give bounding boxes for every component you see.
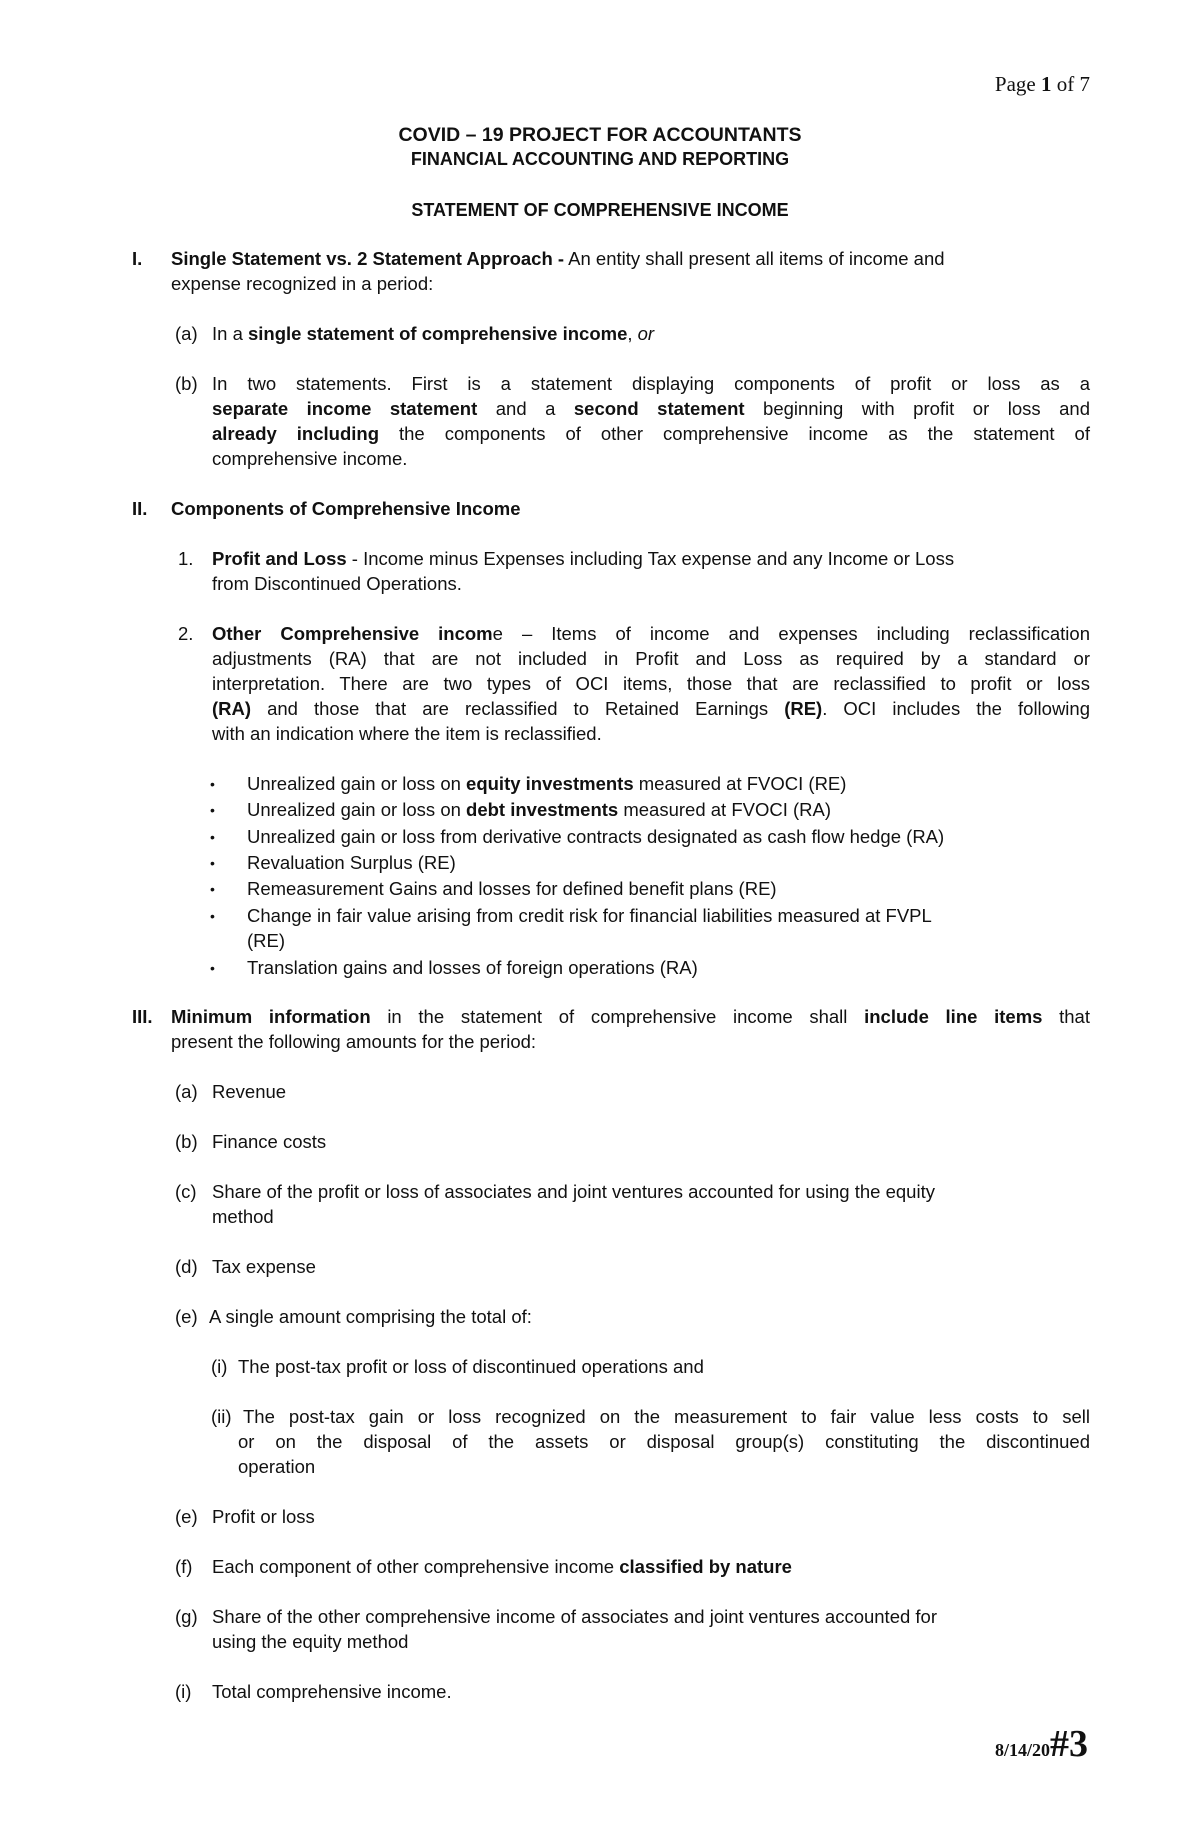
oci-bullet: Remeasurement Gains and losses for defined benefit plans (RE) <box>247 878 777 899</box>
sub-line-item: operation <box>238 1456 316 1477</box>
document-subtitle: FINANCIAL ACCOUNTING AND REPORTING <box>410 149 790 169</box>
oci-bullet: Unrealized gain or loss on equity investments measured at FVOCI (RE) <box>247 773 847 794</box>
section-2-heading: Components of Comprehensive Income <box>171 498 521 519</box>
item-label: (c) <box>175 1181 197 1202</box>
line-item: A single amount comprising the total of: <box>209 1306 532 1327</box>
item-label: (b) <box>175 1131 198 1152</box>
section-3-intro: present the following amounts for the period: <box>171 1031 537 1052</box>
item-b-line: comprehensive income. <box>212 448 408 469</box>
item-label: (e) <box>175 1306 198 1327</box>
item-label: 1. <box>178 548 194 569</box>
section-2-number: II. <box>132 498 148 519</box>
oci-line: with an indication where the item is reclassified. <box>212 723 602 744</box>
page-number: Page 1 of 7 <box>994 72 1090 96</box>
sub-item-label: (i) <box>211 1356 228 1377</box>
bullet-icon: • <box>210 960 215 976</box>
line-item: Total comprehensive income. <box>212 1681 452 1702</box>
bullet-icon: • <box>210 881 215 897</box>
oci-line: interpretation. There are two types of OCI items, those that are reclassified to profit or loss <box>212 673 1090 694</box>
profit-loss-line: from Discontinued Operations. <box>212 573 462 594</box>
sub-item-label: (ii) <box>211 1406 232 1427</box>
section-3-intro: Minimum information in the statement of comprehensive income shall include line items that <box>171 1006 1090 1027</box>
item-b-line: already including the components of other comprehensive income as the statement of <box>212 423 1090 444</box>
bullet-icon: • <box>210 802 215 818</box>
item-a-text: In a single statement of comprehensive income, or <box>212 323 655 344</box>
footer-stamp <box>995 1722 1088 1766</box>
item-label: (f) <box>175 1556 193 1577</box>
section-1-number: I. <box>132 248 143 269</box>
item-label: (g) <box>175 1606 198 1627</box>
item-b-line: separate income statement and a second statement beginning with profit or loss and <box>212 398 1090 419</box>
line-item: Profit or loss <box>212 1506 315 1527</box>
bullet-icon: • <box>210 855 215 871</box>
profit-loss-line: Profit and Loss - Income minus Expenses including Tax expense and any Income or Loss <box>212 548 955 569</box>
section-3-number: III. <box>132 1006 153 1027</box>
bullet-icon: • <box>210 908 215 924</box>
sub-line-item: The post-tax profit or loss of discontinued operations and <box>238 1356 704 1377</box>
section-title: STATEMENT OF COMPREHENSIVE INCOME <box>411 200 789 220</box>
item-label: (d) <box>175 1256 198 1277</box>
line-item: Tax expense <box>212 1256 316 1277</box>
line-item: Revenue <box>212 1081 287 1102</box>
item-label: (a) <box>175 323 198 344</box>
bullet-icon: • <box>210 829 215 845</box>
item-label: (a) <box>175 1081 198 1102</box>
line-item: Each component of other comprehensive income classified by nature <box>212 1556 792 1577</box>
line-item-cont: using the equity method <box>212 1631 409 1652</box>
oci-bullet: Translation gains and losses of foreign operations (RA) <box>247 957 698 978</box>
section-1-heading-line: Single Statement vs. 2 Statement Approach - An entity shall present all items of income and <box>171 248 945 269</box>
item-label: (e) <box>175 1506 198 1527</box>
oci-bullet-cont: (RE) <box>247 930 286 951</box>
line-item: Share of the other comprehensive income of associates and joint ventures accounted for <box>212 1606 938 1627</box>
oci-line: adjustments (RA) that are not included in Profit and Loss as required by a standard or <box>212 648 1090 669</box>
oci-line: Other Comprehensive income – Items of income and expenses including reclassification <box>212 623 1090 644</box>
item-b-line: In two statements. First is a statement displaying components of profit or loss as a <box>212 373 1090 394</box>
item-label: (i) <box>175 1681 192 1702</box>
section-1-heading: Single Statement vs. 2 Statement Approach - <box>171 248 565 269</box>
oci-bullet: Change in fair value arising from credit risk for financial liabilities measured at FVPL <box>247 905 932 926</box>
item-label: 2. <box>178 623 194 644</box>
section-1-text: expense recognized in a period: <box>171 273 434 294</box>
bullet-icon: • <box>210 776 215 792</box>
oci-line: (RA) and those that are reclassified to Retained Earnings (RE). OCI includes the following <box>212 698 1090 719</box>
footer-date: 8/14/20 <box>994 1740 1050 1760</box>
item-label: (b) <box>175 373 198 394</box>
sub-line-item: or on the disposal of the assets or disposal group(s) constituting the discontinued <box>238 1431 1090 1452</box>
sub-line-item: The post-tax gain or loss recognized on the measurement to fair value less costs to sell <box>243 1406 1090 1427</box>
document-title: COVID – 19 PROJECT FOR ACCOUNTANTS <box>398 124 802 146</box>
oci-bullet: Revaluation Surplus (RE) <box>247 852 456 873</box>
oci-bullet: Unrealized gain or loss on debt investments measured at FVOCI (RA) <box>247 799 832 820</box>
footer-number: #3 <box>1050 1723 1088 1765</box>
line-item: Finance costs <box>212 1131 327 1152</box>
line-item-cont: method <box>212 1206 274 1227</box>
oci-bullet: Unrealized gain or loss from derivative contracts designated as cash flow hedge (RA) <box>247 826 945 847</box>
line-item: Share of the profit or loss of associates and joint ventures accounted for using the equity <box>212 1181 935 1202</box>
